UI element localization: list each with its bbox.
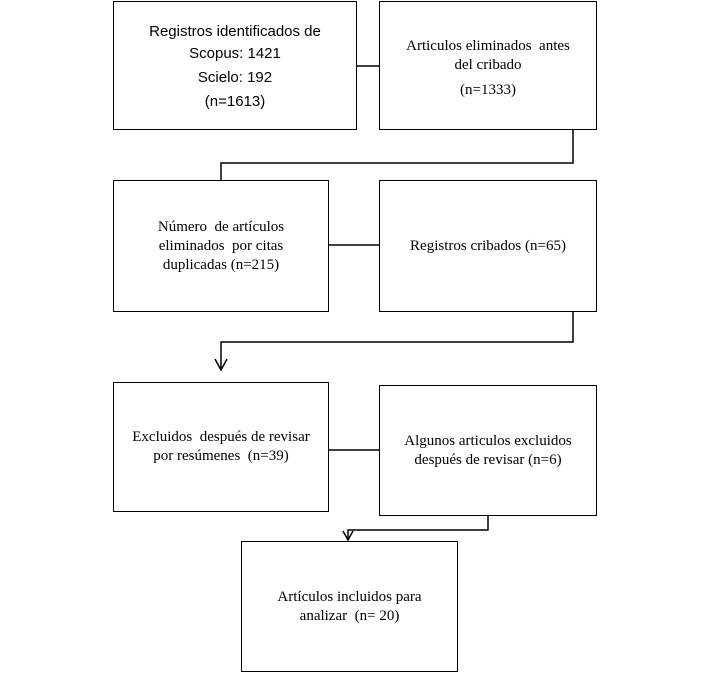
eliminados-line-1: Articulos eliminados antes [406,38,570,54]
duplicadas-line-1: Número de artículos [157,218,285,235]
incluidos-line-1: Artículos incluidos para [277,588,422,605]
registros-line-3: Scielo: 192 [197,68,273,86]
box-articulos-incluidos [241,541,458,672]
duplicadas-line-2: eliminados por citas [158,237,284,254]
connector-eliminados-duplicadas [221,130,573,180]
box-duplicadas [113,180,329,312]
excluidos-revisar-line-1: Algunos articulos excluidos [404,432,572,449]
eliminados-line-3: (n=1333) [460,82,516,98]
box-excluidos-revisar [379,385,597,516]
connector-revisar-incluidos [348,516,488,539]
box-eliminados-antes [379,1,597,130]
registros-line-1: Registros identificados de [149,22,321,40]
excluidos-resumenes-line-2: por resúmenes (n=39) [153,448,289,464]
eliminados-line-2: del cribado [454,57,522,73]
duplicadas-line-3: duplicadas (n=215) [162,256,280,273]
excluidos-resumenes-line-1: Excluidos después de revisar [132,429,310,445]
cribados-line-1: Registros cribados (n=65) [410,237,566,254]
box-registros-identificados [113,1,357,130]
box-registros-cribados [379,180,597,312]
registros-line-2: Scopus: 1421 [189,44,281,62]
registros-line-4: (n=1613) [204,92,266,110]
connector-cribados-excluidos [221,312,573,369]
box-excluidos-resumenes [113,382,329,512]
incluidos-line-2: analizar (n= 20) [299,607,400,624]
excluidos-revisar-line-2: después de revisar (n=6) [414,451,562,468]
